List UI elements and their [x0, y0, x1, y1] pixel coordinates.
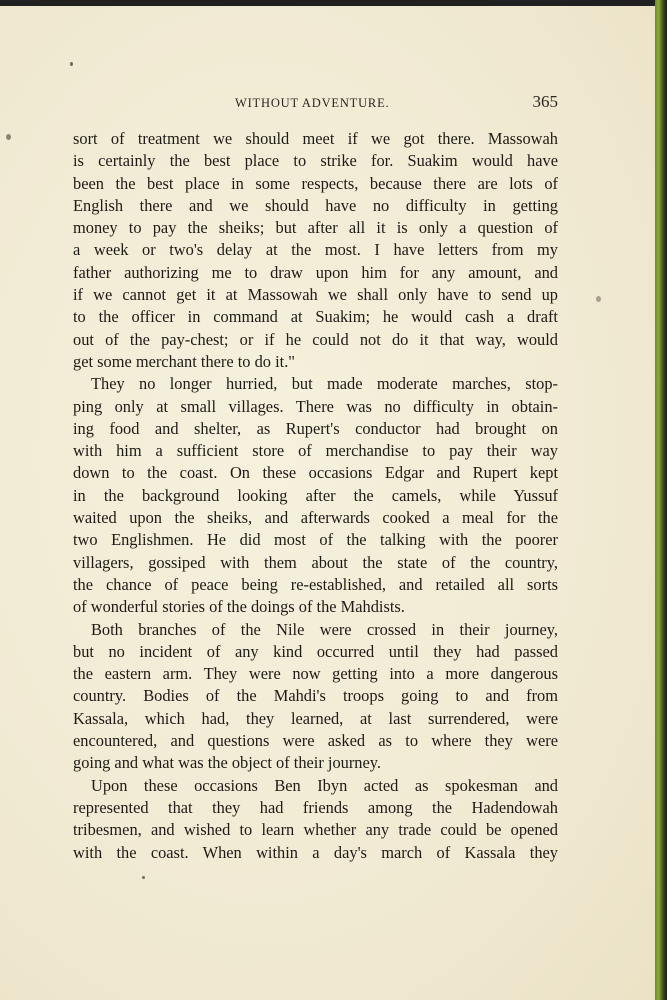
text-line: They no longer hurried, but made moderate marches, stop- — [91, 374, 558, 394]
text-line: of wonderful stories of the doings of the Mahdists. — [73, 597, 405, 617]
text-line: if we cannot get it at Massowah we shall only have to send up — [73, 285, 558, 305]
print-speck — [142, 876, 145, 879]
text-line: but no incident of any kind occurred until they had passed — [73, 641, 558, 661]
text-line: waited upon the sheiks, and afterwards cooked a meal for the — [73, 508, 558, 528]
text-line: encountered, and questions were asked as to where they were — [73, 731, 558, 751]
text-line: with the coast. When within a day's march of Kassala they — [73, 842, 558, 862]
text-line: been the best place in some respects, because there are lots of — [73, 173, 558, 193]
text-line: English there and we should have no difficulty in getting — [73, 195, 558, 215]
text-line: ing food and shelter, as Rupert's conductor had brought on — [73, 418, 558, 438]
text-line: the chance of peace being re-established, and retailed all sorts — [73, 574, 558, 594]
text-line: two Englishmen. He did most of the talking with the poorer — [73, 530, 558, 550]
print-speck — [70, 62, 73, 66]
text-line: is certainly the best place to strike for. Suakim would have — [73, 151, 558, 171]
text-line: the eastern arm. They were now getting into a more dangerous — [73, 664, 558, 684]
scan-right-edge — [655, 0, 667, 1000]
text-line: Kassala, which had, they learned, at last surrendered, were — [73, 708, 558, 728]
text-line: get some merchant there to do it." — [73, 351, 295, 371]
page-number: 365 — [532, 92, 558, 111]
text-line: tribesmen, and wished to learn whether any trade could be opened — [73, 820, 558, 840]
text-line: to the officer in command at Suakim; he would cash a draft — [73, 307, 558, 327]
text-line: Both branches of the Nile were crossed in their journey, — [91, 619, 558, 639]
book-page — [0, 6, 655, 1000]
print-speck — [596, 296, 601, 302]
text-line: down to the coast. On these occasions Edgar and Rupert kept — [73, 463, 558, 483]
text-line: with him a sufficient store of merchandise to pay their way — [73, 441, 558, 461]
text-line: going and what was the object of their journey. — [73, 753, 381, 773]
text-line: a week or two's delay at the most. I have letters from my — [73, 240, 558, 260]
text-line: represented that they had friends among the Hadendowah — [73, 797, 558, 817]
text-line: villagers, gossiped with them about the state of the country, — [73, 552, 558, 572]
text-line: sort of treatment we should meet if we got there. Massowah — [73, 129, 558, 148]
body-text — [73, 128, 558, 864]
text-line: ping only at small villages. There was no difficulty in obtain- — [73, 396, 558, 416]
text-line: father authorizing me to draw upon him for any amount, and — [73, 262, 558, 282]
text-line: country. Bodies of the Mahdi's troops going to and from — [73, 686, 558, 706]
page-header — [73, 92, 558, 116]
text-line: in the background looking after the camels, while Yussuf — [73, 485, 558, 505]
running-head: WITHOUT ADVENTURE. — [235, 96, 390, 110]
print-speck — [6, 134, 11, 140]
text-line: out of the pay-chest; or if he could not do it that way, would — [73, 329, 558, 349]
text-line: money to pay the sheiks; but after all it is only a question of — [73, 218, 558, 238]
text-line: Upon these occasions Ben Ibyn acted as spokesman and — [91, 775, 558, 795]
